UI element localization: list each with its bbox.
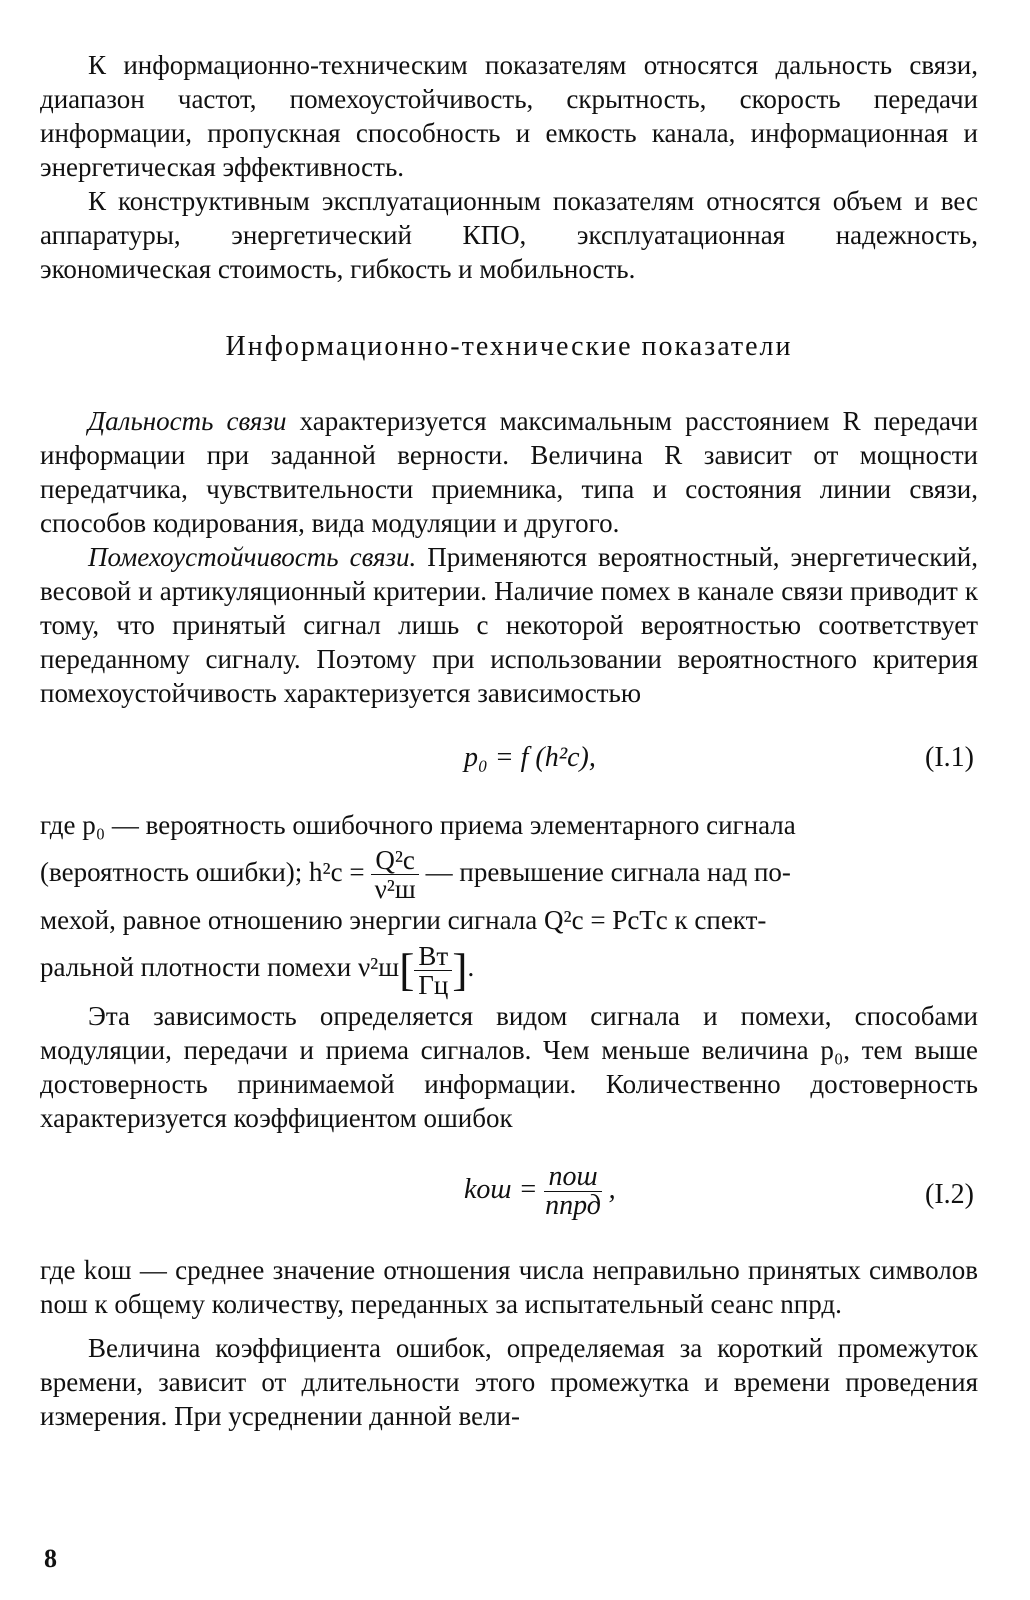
fraction-error-bottom: nпрд <box>545 1189 601 1221</box>
fraction-snr <box>371 846 419 903</box>
where-1-line4-post: . <box>467 952 475 983</box>
fraction-unit <box>414 942 452 999</box>
paragraph-noise-immunity <box>40 540 978 710</box>
formula-2-expression <box>464 1160 616 1221</box>
formula-2-lhs: kош = <box>464 1173 545 1205</box>
where-2: где kош — среднее значение отношения числа неправильно принятых символов nош к общему количеству, переданных за испытательный сеанс nпрд. <box>40 1254 978 1319</box>
fraction-error-top: nош <box>544 1163 601 1192</box>
term-range: Дальность связи <box>88 406 287 436</box>
fraction-snr-bottom: ν²ш <box>374 874 416 905</box>
formula-2-tail: , <box>601 1173 616 1205</box>
paragraph-range <box>40 404 978 540</box>
unit-bottom: Гц <box>418 969 449 1000</box>
formula-2 <box>40 1157 978 1237</box>
formula-1-expression: p₀ = f (h²с), <box>464 742 596 773</box>
where-1-line1: где p₀ — вероятность ошибочного приема элементарного сигнала <box>40 810 796 840</box>
where-1-pre: (вероятность ошибки); h²с = <box>40 857 372 887</box>
where-1-line4-pre: ральной плотности помехи ν²ш <box>40 952 400 983</box>
paragraph-info-tech: К информационно-техническим показателям относятся дальность связи, диапазон частот, помехоустойчивость, скрытность, скорость передачи информации, пропускная способность и емкость канала, информационная и энергетическая эффективность. <box>40 50 978 182</box>
fraction-snr-top: Q²с <box>371 846 419 875</box>
paragraph-dependency: Эта зависимость определяется видом сигнала и помехи, способами модуляции, передачи и приема сигналов. Чем меньше величина p₀, тем выше достоверность принимаемой информации. Количественно достоверность характеризуется коэффициентом ошибок <box>40 1000 978 1133</box>
formula-1-number: (I.1) <box>925 742 974 773</box>
paragraph-last: Величина коэффициента ошибок, определяемая за короткий промежуток времени, зависит от длительности этого промежутка и времени проведения измерения. При усреднении данной вели- <box>40 1332 978 1431</box>
right-bracket: ] <box>452 944 468 996</box>
page-number: 8 <box>44 1544 57 1573</box>
formula-2-number: (I.2) <box>925 1178 974 1210</box>
where-1-line2 <box>40 842 978 903</box>
where-1-line4 <box>40 937 978 998</box>
where-1-post: — превышение сигнала над по- <box>418 857 791 887</box>
section-heading: Информационно-технические показатели <box>225 331 793 362</box>
left-bracket: [ <box>399 944 415 996</box>
noise-text: Применяются вероятностный, энергетический, весовой и артикуляционный критерии. Наличие помех в канале связи приводит к тому, что принятый сигнал лишь с некоторой вероятностью соответствует переданному сигналу. Поэтому при использовании вероятностного критерия помехоустойчивость характеризуется зависимостью <box>40 542 978 708</box>
unit-top: Вт <box>414 942 452 971</box>
range-text: характеризуется максимальным расстоянием R передачи информации при заданной верности. Величина R зависит от мощности передатчика, чувствительности приемника, типа и состояния линии связи, способов кодирования, вида модуляции и другого. <box>40 406 978 538</box>
paragraph-constructive: К конструктивным эксплуатационным показателям относятся объем и вес аппаратуры, энергетический КПО, эксплуатационная надежность, экономическая стоимость, гибкость и мобильность. <box>40 186 978 284</box>
fraction-error-rate <box>544 1160 601 1221</box>
where-1-line3: мехой, равное отношению энергии сигнала Q²с = PсTс к спект- <box>40 905 767 936</box>
formula-1 <box>40 732 978 792</box>
term-noise-immunity: Помехоустойчивость связи. <box>88 542 417 572</box>
